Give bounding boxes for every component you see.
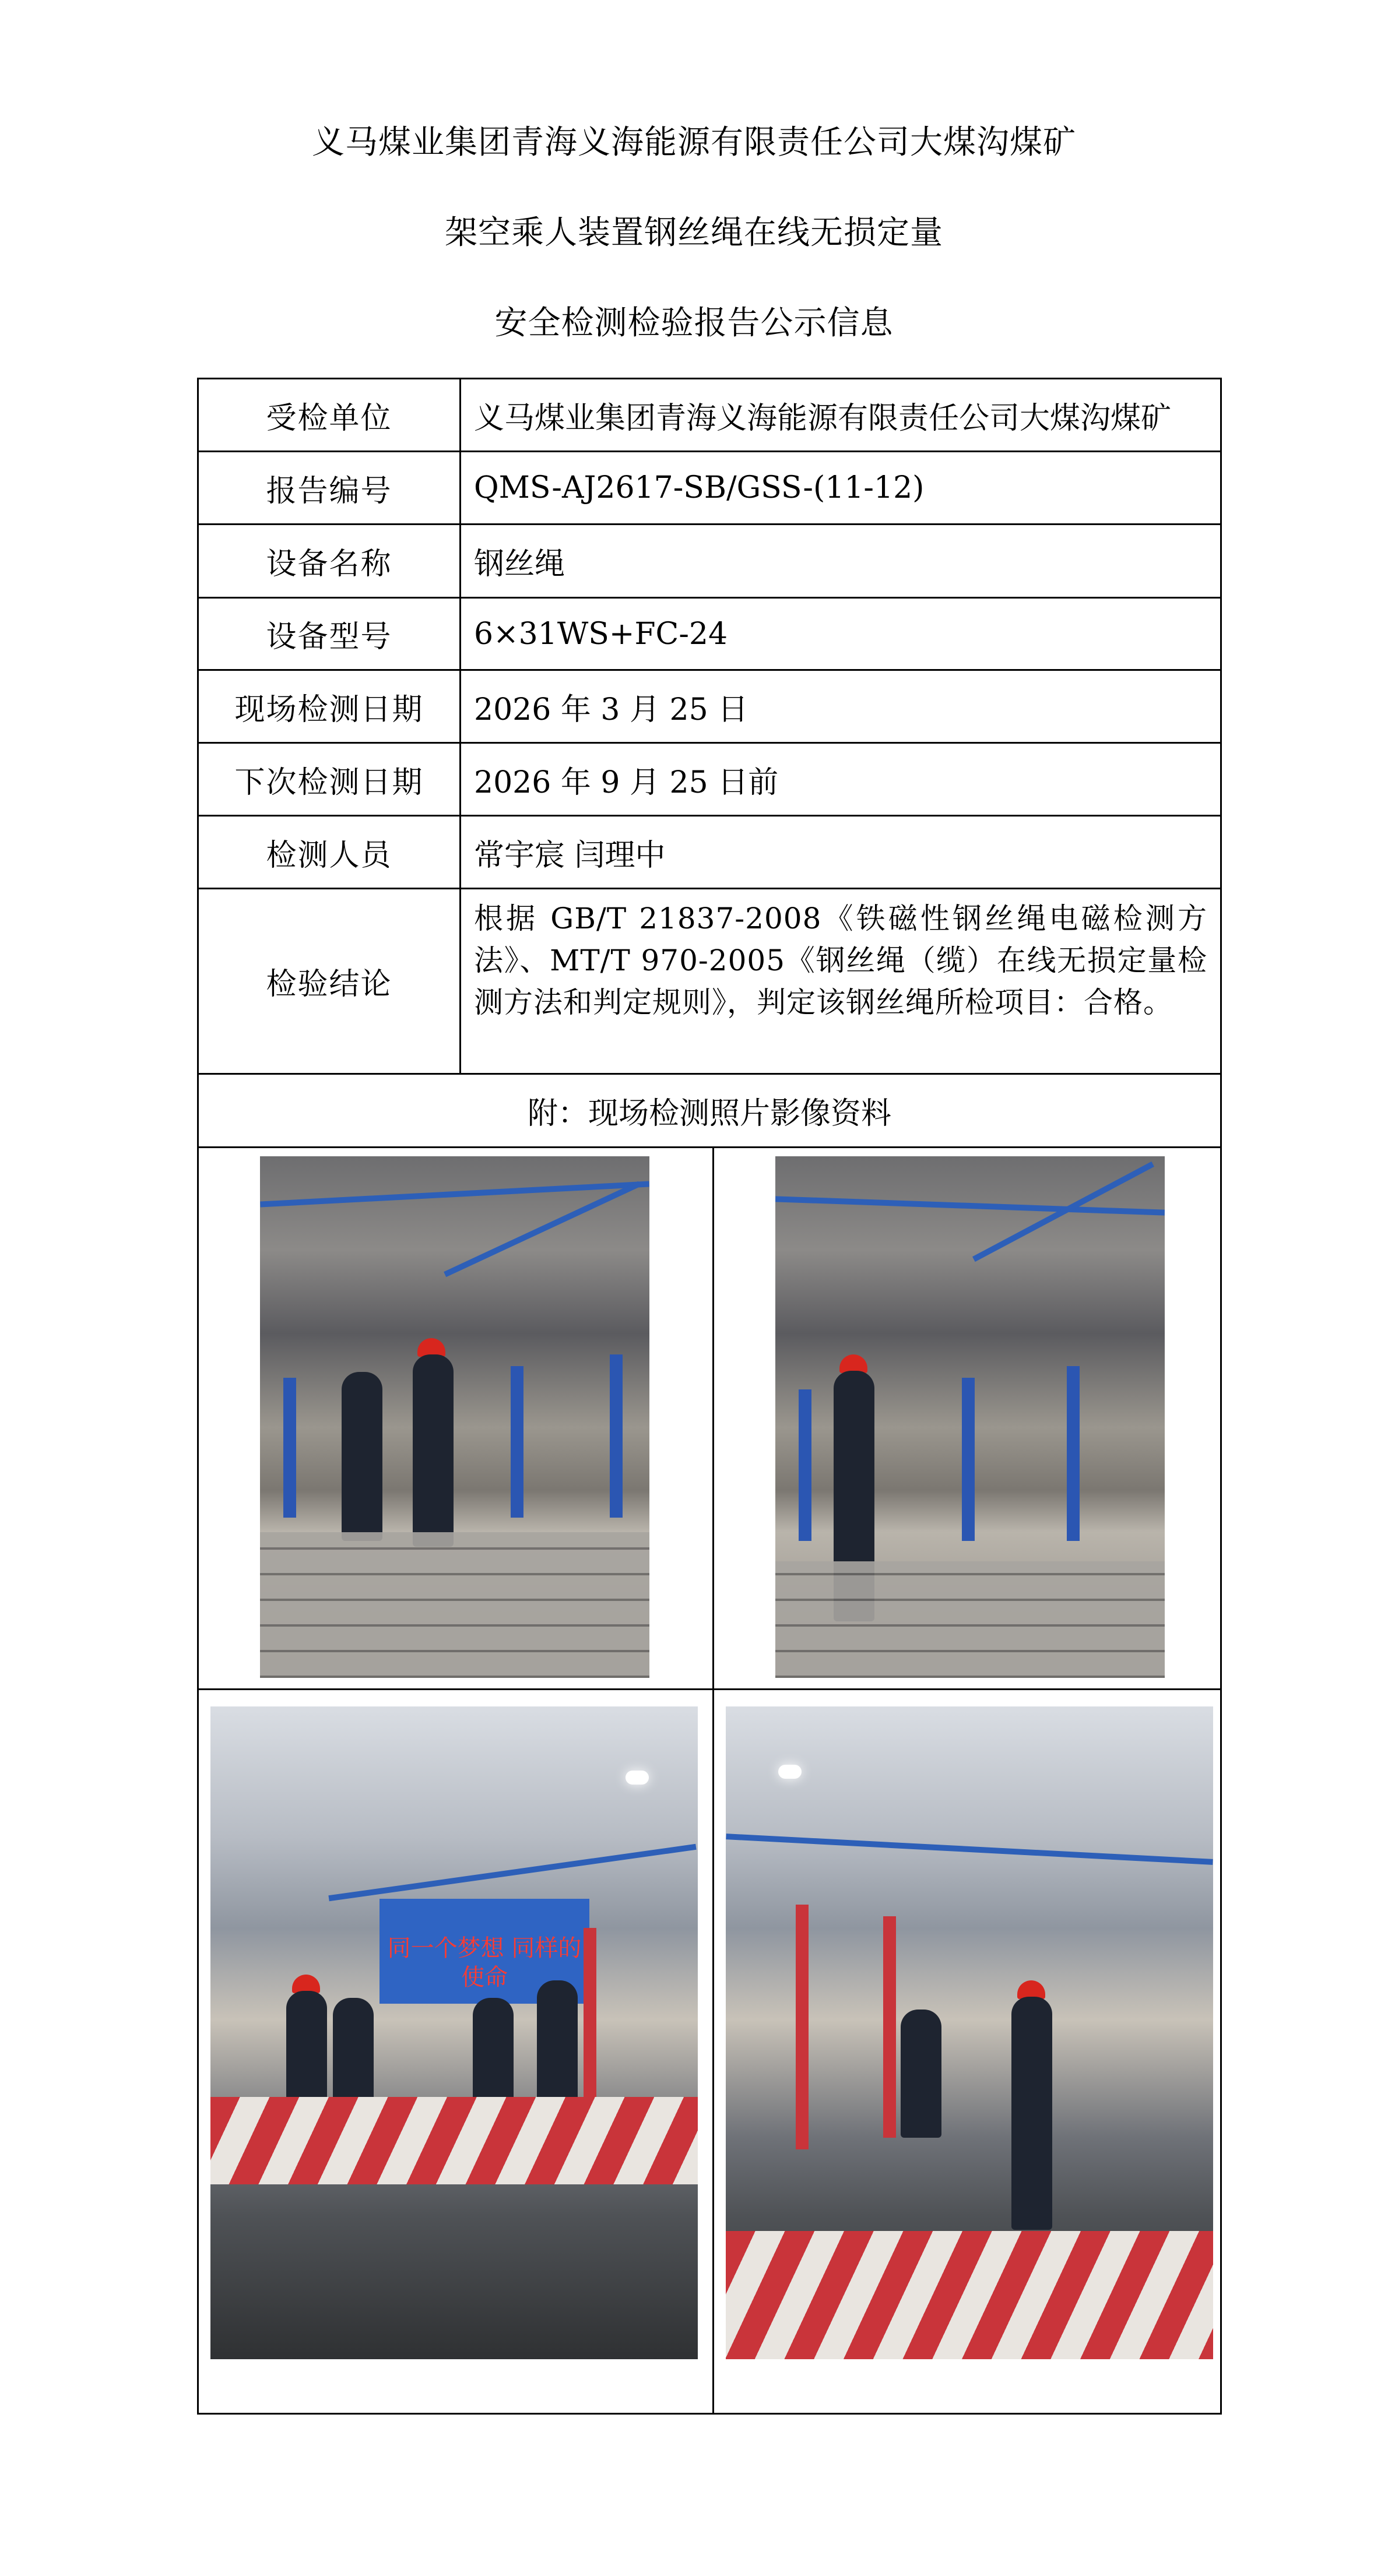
row-value: 2026 年 3 月 25 日 xyxy=(474,692,749,727)
ceiling-light xyxy=(626,1771,649,1785)
row-label: 受检单位 xyxy=(199,379,461,451)
red-white-post xyxy=(796,1905,809,2149)
brick-floor xyxy=(775,1561,1165,1678)
row-label: 下次检测日期 xyxy=(199,744,461,815)
rope-rail xyxy=(328,1844,696,1901)
worker-figure xyxy=(1011,1997,1052,2230)
row-label: 现场检测日期 xyxy=(199,671,461,742)
row-value: 2026 年 9 月 25 日前 xyxy=(474,765,779,800)
table-row-inspectors xyxy=(199,817,1220,889)
photo-cell xyxy=(199,1690,714,2413)
row-label: 设备型号 xyxy=(199,599,461,669)
red-white-post xyxy=(883,1916,896,2138)
support-pillar xyxy=(962,1378,975,1541)
photo-cell xyxy=(714,1690,1220,2413)
table-row-equipment-name xyxy=(199,525,1220,599)
photo-row-bottom xyxy=(199,1690,1220,2413)
ceiling-light xyxy=(778,1765,802,1779)
table-row-conclusion xyxy=(199,889,1220,1075)
support-pillar xyxy=(511,1366,523,1518)
support-pillar xyxy=(799,1389,811,1541)
rope-rail xyxy=(775,1196,1165,1215)
photo-row-top xyxy=(199,1148,1220,1690)
worker-figure xyxy=(901,2010,941,2138)
worker-figure xyxy=(413,1354,454,1547)
worker-figure xyxy=(342,1372,382,1541)
banner-text: 同一个梦想 同样的使命 xyxy=(387,1935,582,1991)
row-value: QMS-AJ2617-SB/GSS-(11-12) xyxy=(474,470,925,505)
row-label: 检验结论 xyxy=(199,889,461,1073)
report-title-type: 安全检测检验报告公示信息 xyxy=(494,304,894,342)
support-pillar xyxy=(610,1354,623,1518)
report-title-company: 义马煤业集团青海义海能源有限责任公司大煤沟煤矿 xyxy=(312,124,1076,161)
support-pillar xyxy=(283,1378,296,1518)
striped-floor xyxy=(726,2231,1213,2359)
photo-station-inspection-2 xyxy=(726,1706,1213,2359)
table-row-equipment-model xyxy=(199,599,1220,671)
row-label: 报告编号 xyxy=(199,452,461,523)
row-value: 6×31WS+FC-24 xyxy=(474,616,728,652)
photo-underground-inspection-1 xyxy=(260,1156,649,1678)
attachment-caption: 附：现场检测照片影像资料 xyxy=(199,1075,1220,1148)
brick-floor xyxy=(260,1532,649,1678)
photo-cell xyxy=(199,1148,714,1688)
table-row-inspection-date xyxy=(199,671,1220,744)
row-value: 常宇宸 闫理中 xyxy=(474,837,666,873)
conclusion-text: 根据 GB/T 21837-2008《铁磁性钢丝绳电磁检测方法》、MT/T 970-2005《钢丝绳（缆）在线无损定量检测方法和判定规则》，判定该钢丝绳所检项目：合格。 xyxy=(474,902,1207,1019)
table-row-report-number xyxy=(199,452,1220,525)
photo-station-inspection-1 xyxy=(210,1706,698,2359)
row-value: 钢丝绳 xyxy=(474,547,565,582)
support-pillar xyxy=(1067,1366,1080,1541)
table-row-inspected-unit xyxy=(199,379,1220,452)
row-label: 检测人员 xyxy=(199,817,461,888)
table-row-next-inspection-date xyxy=(199,744,1220,817)
photo-underground-inspection-2 xyxy=(775,1156,1165,1678)
report-table xyxy=(197,378,1222,2415)
row-value: 义马煤业集团青海义海能源有限责任公司大煤沟煤矿 xyxy=(474,400,1172,436)
photo-cell xyxy=(714,1148,1220,1688)
row-label: 设备名称 xyxy=(199,525,461,597)
striped-platform xyxy=(210,2097,698,2184)
report-title-subject: 架空乘人装置钢丝绳在线无损定量 xyxy=(445,214,943,252)
rope-rail xyxy=(726,1834,1213,1865)
